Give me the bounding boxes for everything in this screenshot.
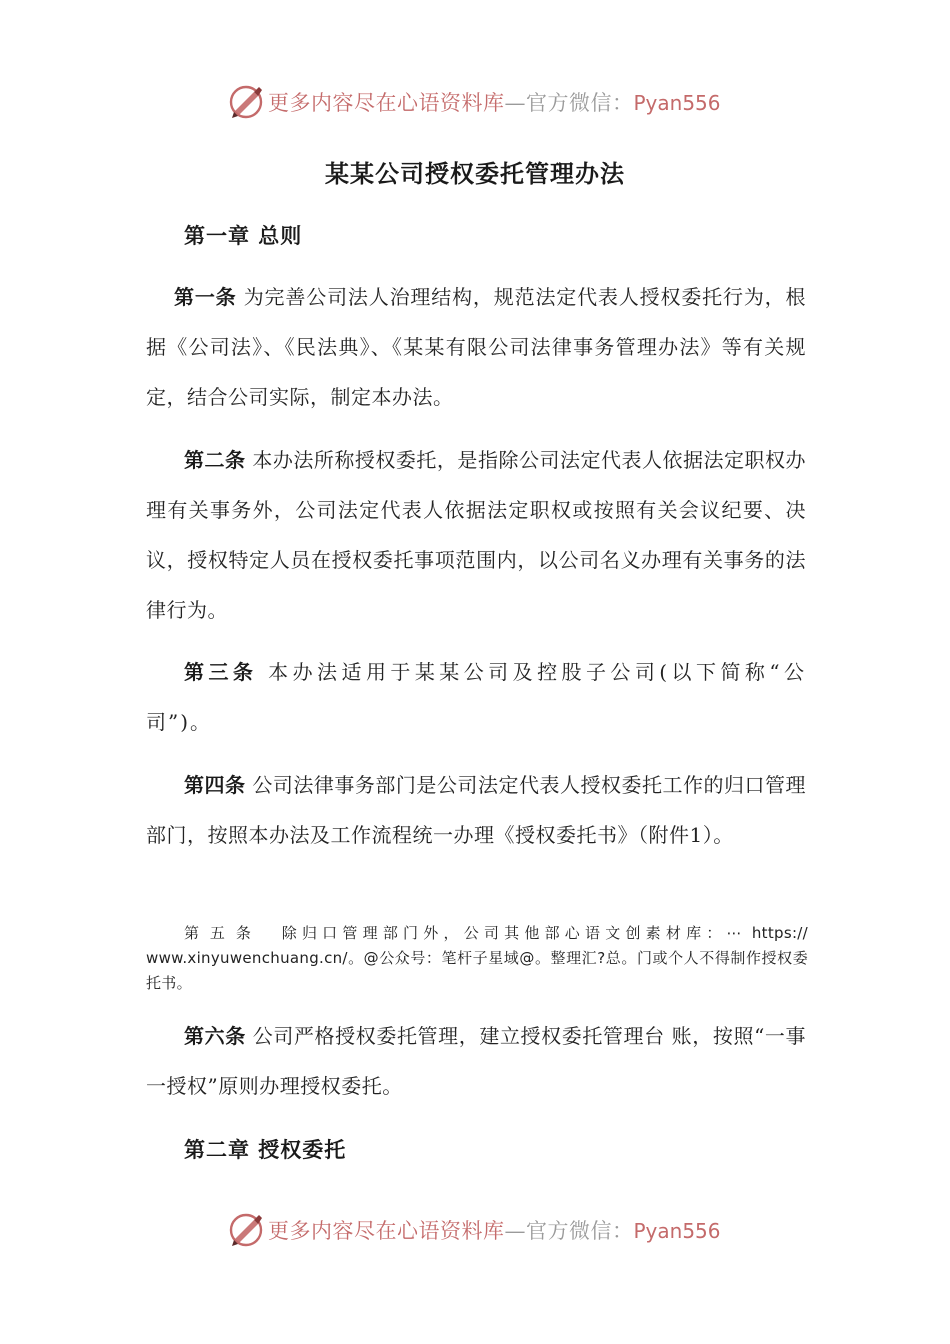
document-title: 某某公司授权委托管理办法 — [325, 159, 625, 188]
article-3-text: 本办法适用于某某公司及控股子公司(以下简称“公司”)。 — [146, 660, 807, 734]
article-5 — [146, 921, 808, 996]
article-2-text: 本办法所称授权委托，是指除公司法定代表人依据法定职权办理有关事务外，公司法定代表人依据法定职权或按照有关会议纪要、决议，授权特定人员在授权委托事项范围内，以公司名义办理有关事务的法律行为。 — [146, 448, 807, 622]
article-6-lead: 第六条 — [184, 1024, 246, 1048]
bottom-banner — [0, 1208, 950, 1252]
article-4-lead: 第四条 — [184, 773, 246, 797]
banner-wechat-id: Pyan556 — [633, 1219, 721, 1243]
article-3 — [146, 647, 806, 747]
chapter-1-heading: 第一章 总则 — [184, 223, 303, 248]
article-3-lead: 第三条 — [184, 660, 258, 684]
article-5-label: 第五条 — [184, 924, 262, 942]
article-2 — [146, 435, 806, 635]
article-4 — [146, 760, 806, 860]
chapter-2-heading: 第二章 授权委托 — [184, 1137, 347, 1162]
article-2-lead: 第二条 — [184, 448, 246, 472]
banner-gray-text: —官方微信： — [504, 91, 634, 115]
banner-red-text: 更多内容尽在心语资料库 — [268, 91, 505, 115]
pen-logo-icon — [226, 82, 266, 122]
banner-wechat-id: Pyan556 — [633, 91, 721, 115]
article-6-text: 公司严格授权委托管理，建立授权委托管理台 账，按照“一事一授权”原则办理授权委托。 — [146, 1024, 807, 1098]
article-4-text: 公司法律事务部门是公司法定代表人授权委托工作的归口管理部门，按照本办法及工作流程统一办理《授权委托书》（附件1）。 — [146, 773, 807, 847]
article-6 — [146, 1011, 806, 1111]
article-1-lead: 第一条 — [174, 285, 237, 309]
pen-logo-icon — [226, 1210, 266, 1250]
top-banner — [0, 80, 950, 124]
article-5-text: 除归口管理部门外，公司其他部心语文创素材库：⋯ https:// www.xinyuwenchuang.cn/。@公众号：笔杆子星域@。整理汇?总。门或个人不得制作授权委托书。 — [146, 924, 809, 992]
banner-red-text: 更多内容尽在心语资料库 — [268, 1219, 505, 1243]
article-1-text: 为完善公司法人治理结构，规范法定代表人授权委托行为，根据《公司法》、《民法典》、《某某有限公司法律事务管理办法》等有关规定，结合公司实际，制定本办法。 — [146, 285, 807, 409]
banner-gray-text: —官方微信： — [504, 1219, 634, 1243]
banner-text — [268, 1215, 721, 1245]
banner-text — [268, 87, 721, 117]
article-1 — [146, 272, 806, 422]
